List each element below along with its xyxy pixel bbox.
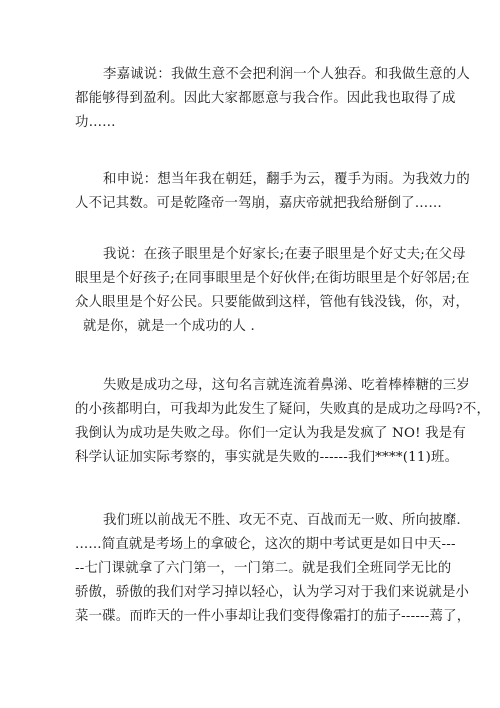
text-line: 功…… (75, 115, 116, 130)
text-line: 骄傲，骄傲的我们对学习掉以轻心，认为学习对于我们来说就是小 (75, 585, 470, 600)
text-line: 都能够得到盈利。因此大家都愿意与我合作。因此我也取得了成 (75, 91, 456, 106)
text-line: 李嘉诚说：我做生意不会把利润一个人独吞。和我做生意的人 (103, 67, 470, 82)
text-line: 众人眼里是个好公民。只要能做到这样，管他有钱没钱，你，对， (75, 295, 470, 310)
text-line: --七门课就拿了六门第一，一门第二。就是我们全班同学无比的 (75, 561, 452, 576)
paragraph-failure (75, 374, 491, 470)
text-line: 人不记其数。可是乾隆帝一驾崩，嘉庆帝就把我给掰倒了…… (75, 196, 442, 211)
paragraph-our-class (75, 509, 471, 629)
text-line: ......简直就是考场上的拿破仑，这次的期中考试更是如日中天--- (75, 537, 456, 552)
text-line: 就是你，就是一个成功的人 . (83, 319, 255, 334)
text-line: 和申说：想当年我在朝廷，翻手为云，覆手为雨。为我效力的 (103, 172, 470, 187)
paragraph-he-shen (75, 168, 470, 216)
text-line: 我说：在孩子眼里是个好家长;在妻子眼里是个好丈夫;在父母 (103, 247, 466, 262)
paragraph-i-say (75, 243, 470, 339)
text-line: 科学认证加实际考察的，事实就是失败的------我们****(11)班。 (75, 450, 459, 465)
text-line: 菜一碟。而昨天的一件小事却让我们变得像霜打的茄子------蔫了， (75, 609, 471, 624)
paragraph-li-jiacheng (75, 63, 470, 135)
text-line: 我们班以前战无不胜、攻无不克、百战而无一败、所向披靡. (103, 513, 461, 528)
text-line: 我倒认为成功是失败之母。你们一定认为我是发疯了 NO! 我是有 (75, 426, 466, 441)
text-line: 的小孩都明白，可我却为此发生了疑问，失败真的是成功之母吗?不， (75, 402, 491, 417)
text-line: 眼里是个好孩子;在同事眼里是个好伙伴;在街坊眼里是个好邻居;在 (75, 271, 470, 286)
text-line: 失败是成功之母，这句名言就连流着鼻涕、吃着棒棒糖的三岁 (103, 378, 470, 393)
